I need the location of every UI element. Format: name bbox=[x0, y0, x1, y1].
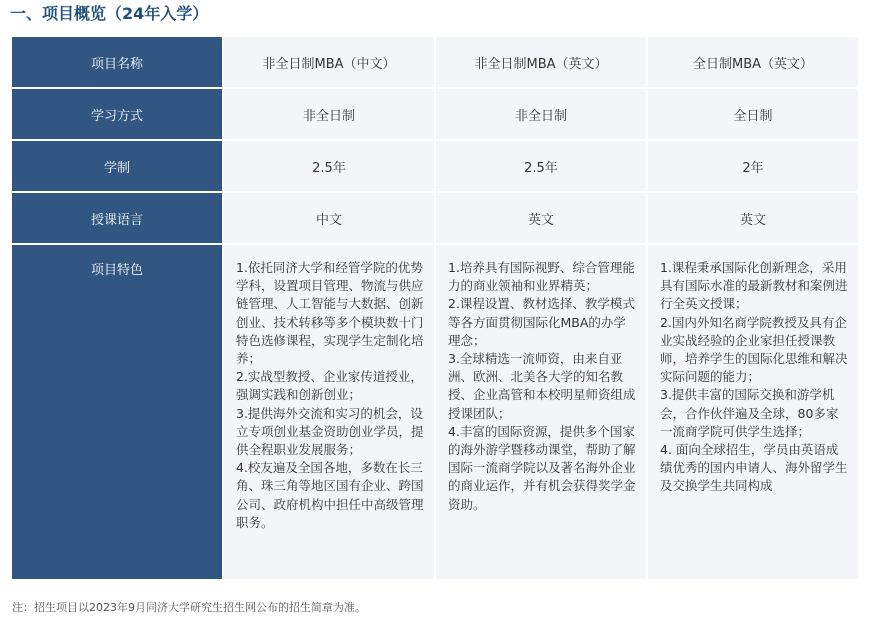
program-name-cell: 非全日制MBA（英文） bbox=[436, 37, 648, 89]
feature-item: 3.提供丰富的国际交换和游学机会，合作伙伴遍及全球，80多家一流商学院可供学生选择； bbox=[660, 387, 839, 439]
features-cell-col-3 bbox=[648, 245, 860, 581]
row-header-language: 授课语言 bbox=[12, 193, 224, 245]
footnote: 注：招生项目以2023年9月同济大学研究生招生网公布的招生简章为准。 bbox=[12, 601, 366, 614]
program-overview-table bbox=[12, 37, 860, 581]
feature-item: 4. 面向全球招生，学员由英语成绩优秀的国内申请人、海外留学生及交换学生共同构成 bbox=[660, 442, 848, 494]
language-cell: 英文 bbox=[436, 193, 648, 245]
row-header-study-mode: 学习方式 bbox=[12, 89, 224, 141]
table-row-language bbox=[12, 193, 860, 245]
features-cell-col-2 bbox=[436, 245, 648, 581]
feature-item: 4.丰富的国际资源，提供多个国家的海外游学暨移动课堂，帮助了解国际一流商学院以及著名海外企业的商业运作，并有机会获得奖学金资助。 bbox=[448, 423, 636, 512]
feature-item: 1.依托同济大学和经管学院的优势学科，设置项目管理、物流与供应链管理、人工智能与大数据、创新创业、技术转移等多个模块数十门特色选修课程，实现学生定制化培养； bbox=[236, 260, 424, 367]
row-header-features: 项目特色 bbox=[12, 245, 224, 581]
duration-cell: 2年 bbox=[648, 141, 860, 193]
section-title: 一、项目概览（24年入学） bbox=[10, 4, 209, 23]
table-row-study-mode bbox=[12, 89, 860, 141]
study-mode-cell: 非全日制 bbox=[436, 89, 648, 141]
feature-item: 2.国内外知名商学院教授及具有企业实战经验的企业家担任授课教师，培养学生的国际化思维和解决实际问题的能力； bbox=[660, 314, 848, 385]
feature-item: 3.全球精选一流师资，由来自亚洲、欧洲、北美各大学的知名教授、企业高管和本校明星师资组成授课团队； bbox=[448, 351, 636, 421]
feature-item: 2.实战型教授、企业家传道授业，强调实践和创新创业； bbox=[236, 369, 423, 403]
feature-item: 3.提供海外交流和实习的机会，设立专项创业基金资助创业学员，提供全程职业发展服务； bbox=[236, 405, 424, 458]
table-row-program-name bbox=[12, 37, 860, 89]
language-cell: 英文 bbox=[648, 193, 860, 245]
table-row-features bbox=[12, 245, 860, 581]
program-name-cell: 非全日制MBA（中文） bbox=[224, 37, 436, 89]
program-name-cell: 全日制MBA（英文） bbox=[648, 37, 860, 89]
study-mode-cell: 非全日制 bbox=[224, 89, 436, 141]
feature-item: 1.培养具有国际视野、综合管理能力的商业领袖和业界精英； bbox=[448, 260, 635, 294]
feature-item: 1.课程秉承国际化创新理念，采用具有国际水准的最新教材和案例进行全英文授课； bbox=[660, 260, 848, 312]
feature-item: 4.校友遍及全国各地，多数在长三角、珠三角等地区国有企业、跨国公司、政府机构中担任中高级管理职务。 bbox=[236, 460, 424, 530]
duration-cell: 2.5年 bbox=[436, 141, 648, 193]
table-row-duration bbox=[12, 141, 860, 193]
duration-cell: 2.5年 bbox=[224, 141, 436, 193]
language-cell: 中文 bbox=[224, 193, 436, 245]
feature-item: 2.课程设置、教材选择、教学模式等各方面贯彻国际化MBA的办学理念； bbox=[448, 296, 635, 348]
row-header-duration: 学制 bbox=[12, 141, 224, 193]
row-header-program-name: 项目名称 bbox=[12, 37, 224, 89]
features-cell-col-1 bbox=[224, 245, 436, 581]
study-mode-cell: 全日制 bbox=[648, 89, 860, 141]
